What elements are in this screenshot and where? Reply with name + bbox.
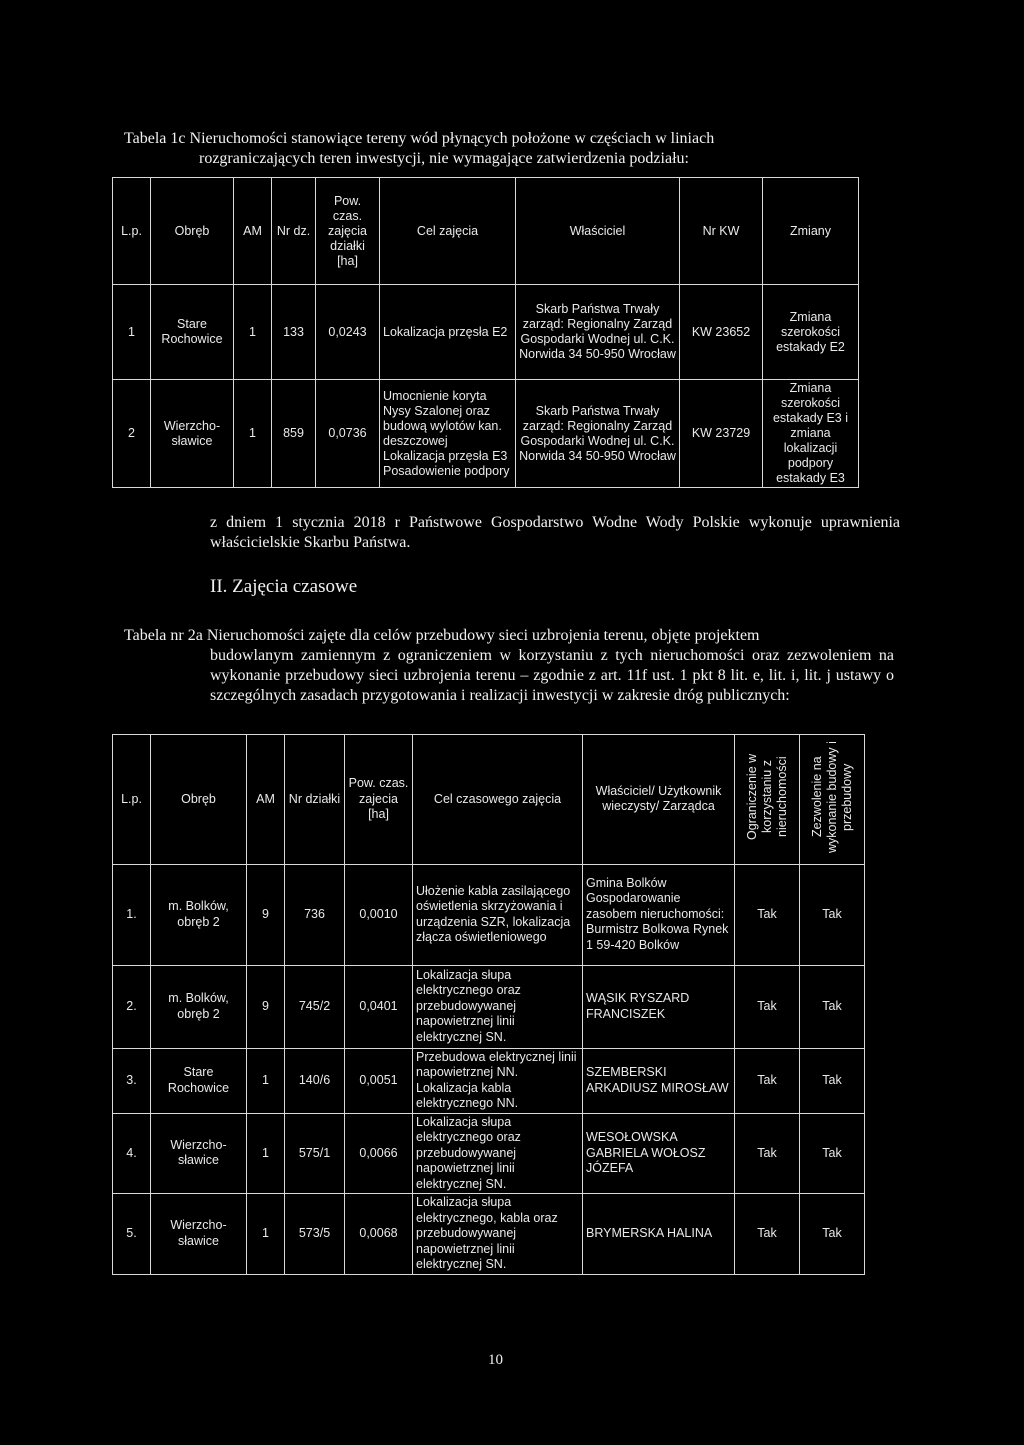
- table-row: [113, 285, 859, 380]
- table2-header-nr: Nr działki: [285, 735, 345, 865]
- table-row: [113, 965, 865, 1048]
- table1: [112, 177, 859, 488]
- cell-zezwolenie: Tak: [800, 864, 865, 965]
- table2-header-row: [113, 735, 865, 865]
- cell-kw: KW 23729: [680, 380, 763, 488]
- cell-zezwolenie: Tak: [800, 1048, 865, 1113]
- table2-caption: [124, 626, 894, 706]
- table2-caption-head: Tabela nr 2a Nieruchomości zajęte dla celów przebudowy sieci uzbrojenia terenu, objęte projektem: [124, 627, 760, 644]
- cell-nr: 736: [285, 864, 345, 965]
- cell-obreb: m. Bolków, obręb 2: [151, 965, 247, 1048]
- table-row: [113, 1113, 865, 1194]
- table1-header-nr: Nr dz.: [272, 178, 316, 285]
- cell-obreb: Wierzcho-sławice: [151, 380, 234, 488]
- cell-nr: 859: [272, 380, 316, 488]
- cell-cel: Umocnienie koryta Nysy Szalonej oraz budową wylotów kan. deszczowej Lokalizacja przęsła E3 Posadowienie podpory: [380, 380, 516, 488]
- cell-cel: Ułożenie kabla zasilającego oświetlenia skrzyżowania i urządzenia SZR, lokalizacja złącza oświetleniowego: [413, 864, 583, 965]
- cell-wlasciciel: BRYMERSKA HALINA: [583, 1194, 735, 1275]
- cell-am: 1: [247, 1048, 285, 1113]
- table2-header-zezwolenie-text: Zezwolenie na wykonanie budowy i przebudowy: [809, 741, 854, 853]
- table2-header-wlasciciel: Właściciel/ Użytkownik wieczysty/ Zarządca: [583, 735, 735, 865]
- cell-wlasciciel: WESOŁOWSKA GABRIELA WOŁOSZ JÓZEFA: [583, 1113, 735, 1194]
- cell-obreb: Wierzcho-sławice: [151, 1194, 247, 1275]
- cell-ograniczenie: Tak: [735, 1113, 800, 1194]
- table2-header-ograniczenie: [735, 735, 800, 865]
- cell-zezwolenie: Tak: [800, 1194, 865, 1275]
- table2-header-cel: Cel czasowego zajęcia: [413, 735, 583, 865]
- table1-caption-line1: Tabela 1c Nieruchomości stanowiące tereny wód płynących położone w częściach w liniach: [124, 130, 715, 147]
- cell-am: 9: [247, 965, 285, 1048]
- table1-header-row: [113, 178, 859, 285]
- cell-obreb: Stare Rochowice: [151, 285, 234, 380]
- cell-kw: KW 23652: [680, 285, 763, 380]
- table2-header-ograniczenie-text: Ograniczenie w korzystaniu z nieruchomości: [744, 753, 789, 841]
- cell-am: 1: [234, 380, 272, 488]
- table2-caption-rest: budowlanym zamiennym z ograniczeniem w korzystaniu z tych nieruchomości oraz zezwoleniem na wykonanie przebudowy sieci uzbrojenia terenu – zgodnie z art. 11f ust. 1 pkt 8 lit. e, lit. i, lit. j ustawy o szczególnych zasadach przygotowania i realizacji inwestycji w zakresie dróg publicznych:: [210, 647, 894, 704]
- cell-cel: Lokalizacja przęsła E2: [380, 285, 516, 380]
- cell-nr: 133: [272, 285, 316, 380]
- table-row: [113, 1048, 865, 1113]
- cell-am: 1: [247, 1194, 285, 1275]
- cell-lp: 4.: [113, 1113, 151, 1194]
- cell-nr: 573/5: [285, 1194, 345, 1275]
- table-row: [113, 864, 865, 965]
- cell-pow: 0,0066: [345, 1113, 413, 1194]
- cell-am: 9: [247, 864, 285, 965]
- cell-obreb: Stare Rochowice: [151, 1048, 247, 1113]
- cell-cel: Lokalizacja słupa elektrycznego oraz przebudowywanej napowietrznej linii elektrycznej SN.: [413, 1113, 583, 1194]
- cell-zmiany: Zmiana szerokości estakady E2: [763, 285, 859, 380]
- ownership-note: z dniem 1 stycznia 2018 r Państwowe Gospodarstwo Wodne Wody Polskie wykonuje uprawnienia właścicielskie Skarbu Państwa.: [210, 514, 900, 551]
- table1-header-zmiany: Zmiany: [763, 178, 859, 285]
- cell-lp: 2: [113, 380, 151, 488]
- cell-lp: 3.: [113, 1048, 151, 1113]
- cell-ograniczenie: Tak: [735, 965, 800, 1048]
- cell-lp: 5.: [113, 1194, 151, 1275]
- table1-header-lp: L.p.: [113, 178, 151, 285]
- cell-am: 1: [247, 1113, 285, 1194]
- page-number: 10: [488, 1352, 503, 1368]
- table1-header-cel: Cel zajęcia: [380, 178, 516, 285]
- table1-caption: [124, 129, 894, 169]
- cell-cel: Lokalizacja słupa elektrycznego, kabla oraz przebudowywanej napowietrznej linii elektrycznej SN.: [413, 1194, 583, 1275]
- table2-header-am: AM: [247, 735, 285, 865]
- cell-lp: 1.: [113, 864, 151, 965]
- table-row: [113, 1194, 865, 1275]
- table1-header-obreb: Obręb: [151, 178, 234, 285]
- table1-header-kw: Nr KW: [680, 178, 763, 285]
- cell-wlasciciel: WĄSIK RYSZARD FRANCISZEK: [583, 965, 735, 1048]
- table1-header-pow: Pow. czas. zajęcia działki [ha]: [316, 178, 380, 285]
- table2-header-lp: L.p.: [113, 735, 151, 865]
- cell-lp: 1: [113, 285, 151, 380]
- table1-caption-line2: rozgraniczających teren inwestycji, nie wymagające zatwierdzenia podziału:: [199, 150, 689, 167]
- cell-zmiany: Zmiana szerokości estakady E3 i zmiana lokalizacji podpory estakady E3: [763, 380, 859, 488]
- table2-header-zezwolenie: [800, 735, 865, 865]
- cell-am: 1: [234, 285, 272, 380]
- section-title: II. Zajęcia czasowe: [210, 576, 358, 597]
- table1-header-am: AM: [234, 178, 272, 285]
- table2-header-obreb: Obręb: [151, 735, 247, 865]
- cell-cel: Przebudowa elektrycznej linii napowietrznej NN. Lokalizacja kabla elektrycznego NN.: [413, 1048, 583, 1113]
- cell-wlasciciel: Gmina Bolków Gospodarowanie zasobem nieruchomości: Burmistrz Bolkowa Rynek 1 59-420 Bolków: [583, 864, 735, 965]
- cell-ograniczenie: Tak: [735, 1048, 800, 1113]
- cell-nr: 140/6: [285, 1048, 345, 1113]
- cell-ograniczenie: Tak: [735, 864, 800, 965]
- cell-pow: 0,0243: [316, 285, 380, 380]
- table2: [112, 734, 865, 1275]
- cell-wlasciciel: Skarb Państwa Trwały zarząd: Regionalny Zarząd Gospodarki Wodnej ul. C.K. Norwida 34 50-950 Wrocław: [516, 380, 680, 488]
- cell-pow: 0,0736: [316, 380, 380, 488]
- cell-obreb: Wierzcho-sławice: [151, 1113, 247, 1194]
- cell-wlasciciel: Skarb Państwa Trwały zarząd: Regionalny Zarząd Gospodarki Wodnej ul. C.K. Norwida 34 50-950 Wrocław: [516, 285, 680, 380]
- cell-wlasciciel: SZEMBERSKI ARKADIUSZ MIROSŁAW: [583, 1048, 735, 1113]
- cell-pow: 0,0068: [345, 1194, 413, 1275]
- cell-obreb: m. Bolków, obręb 2: [151, 864, 247, 965]
- cell-zezwolenie: Tak: [800, 1113, 865, 1194]
- cell-cel: Lokalizacja słupa elektrycznego oraz przebudowywanej napowietrznej linii elektrycznej SN.: [413, 965, 583, 1048]
- cell-ograniczenie: Tak: [735, 1194, 800, 1275]
- cell-lp: 2.: [113, 965, 151, 1048]
- cell-pow: 0,0051: [345, 1048, 413, 1113]
- cell-pow: 0,0401: [345, 965, 413, 1048]
- cell-nr: 575/1: [285, 1113, 345, 1194]
- cell-nr: 745/2: [285, 965, 345, 1048]
- cell-zezwolenie: Tak: [800, 965, 865, 1048]
- table2-header-pow: Pow. czas. zajecia [ha]: [345, 735, 413, 865]
- table1-header-wlasciciel: Właściciel: [516, 178, 680, 285]
- table-row: [113, 380, 859, 488]
- cell-pow: 0,0010: [345, 864, 413, 965]
